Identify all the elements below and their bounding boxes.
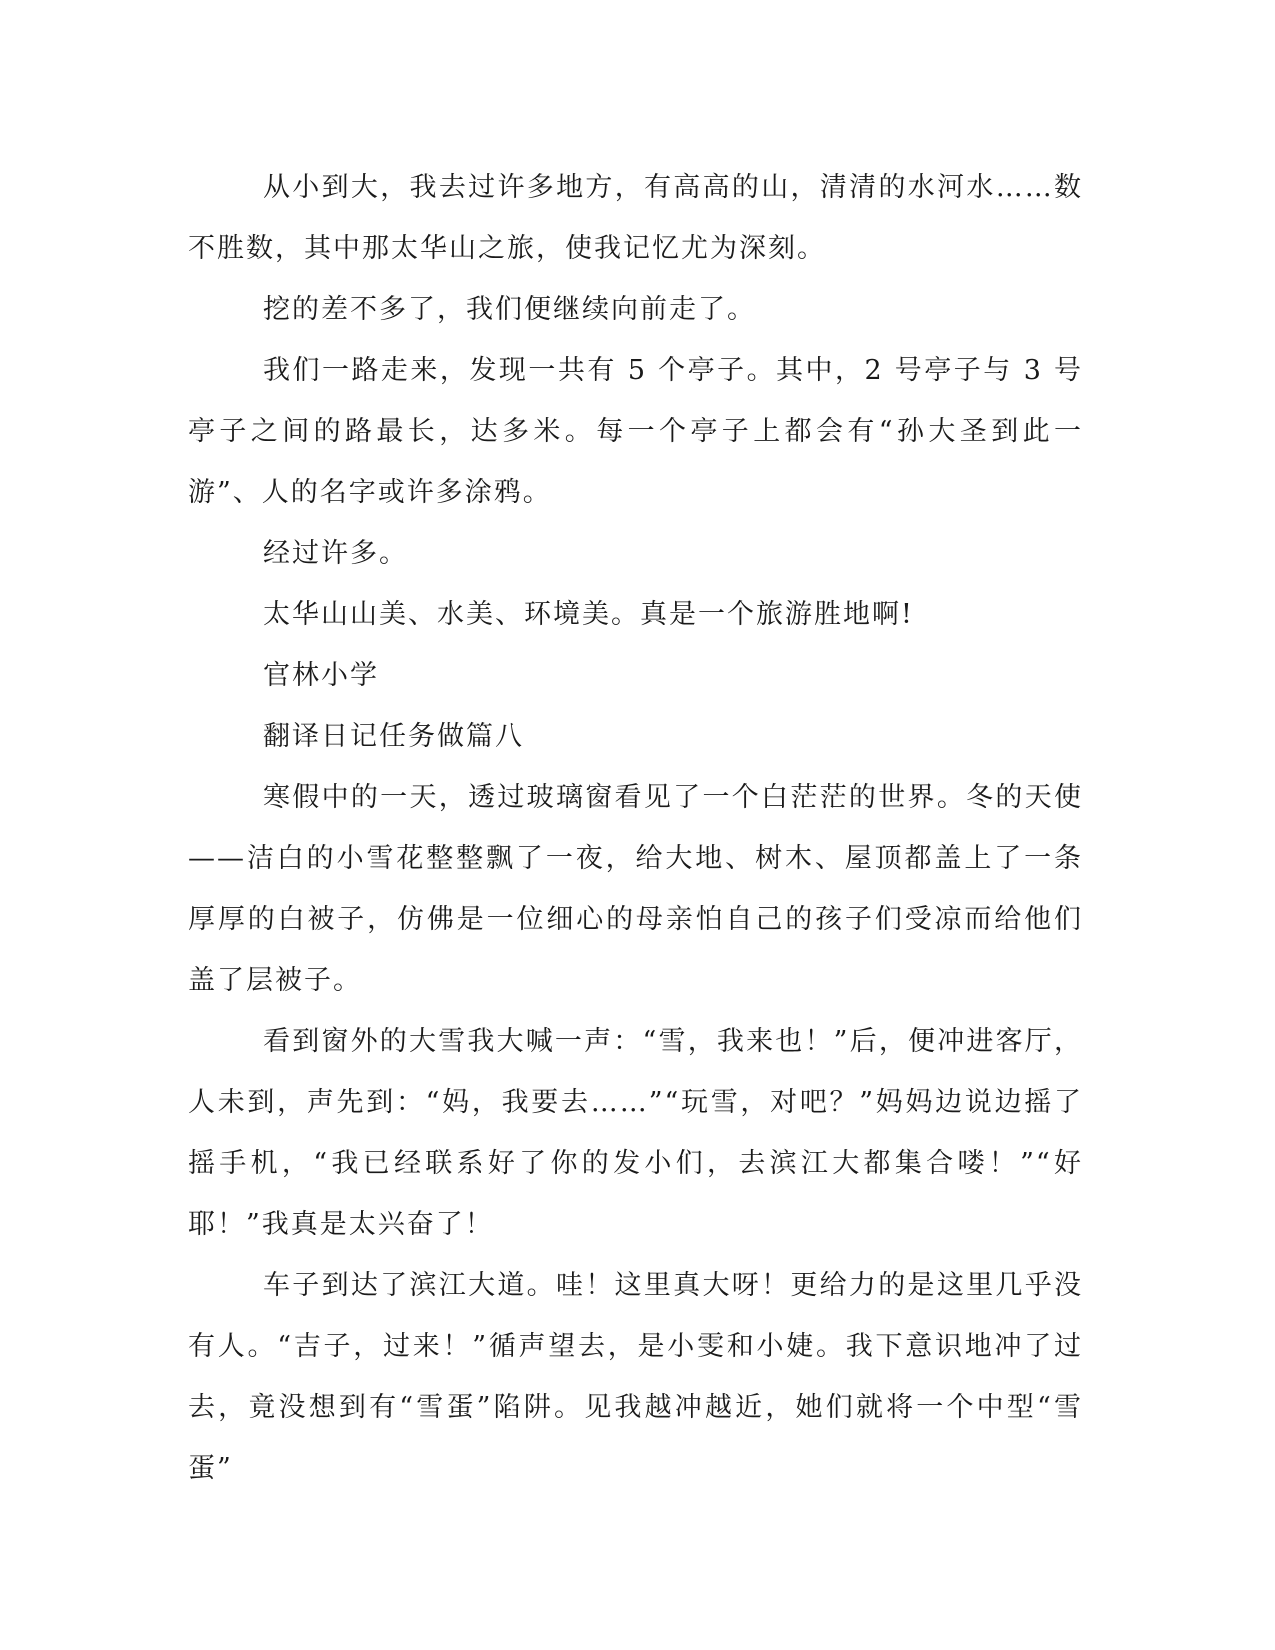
paragraph: 车子到达了滨江大道。哇！这里真大呀！更给力的是这里几乎没有人。“吉子，过来！”循声望去，是小雯和小婕。我下意识地冲了过去，竟没想到有“雪蛋”陷阱。见我越冲越近，她们就将一个中型“雪蛋” — [188, 1270, 1083, 1484]
document-body — [188, 157, 1083, 1499]
paragraph: 从小到大，我去过许多地方，有高高的山，清清的水河水……数不胜数，其中那太华山之旅，使我记忆尤为深刻。 — [188, 172, 1083, 264]
paragraph: 我们一路走来，发现一共有 5 个亭子。其中，2 号亭子与 3 号亭子之间的路最长，达多米。每一个亭子上都会有“孙大圣到此一游”、人的名字或许多涂鸦。 — [188, 355, 1083, 508]
section-title: 翻译日记任务做篇八 — [263, 721, 524, 752]
paragraph: 看到窗外的大雪我大喊一声：“雪，我来也！”后，便冲进客厅，人未到，声先到：“妈，我要去……”“玩雪，对吧？”妈妈边说边摇了摇手机，“我已经联系好了你的发小们，去滨江大都集合喽！”“好耶！”我真是太兴奋了！ — [188, 1026, 1083, 1240]
paragraph: 挖的差不多了，我们便继续向前走了。 — [263, 294, 756, 325]
paragraph: 太华山山美、水美、环境美。真是一个旅游胜地啊! — [263, 599, 914, 630]
paragraph: 寒假中的一天，透过玻璃窗看见了一个白茫茫的世界。冬的天使——洁白的小雪花整整飘了一夜，给大地、树木、屋顶都盖上了一条厚厚的白被子，仿佛是一位细心的母亲怕自己的孩子们受凉而给他们盖了层被子。 — [188, 782, 1083, 996]
paragraph: 经过许多。 — [263, 538, 408, 569]
school-name: 官林小学 — [263, 660, 379, 691]
